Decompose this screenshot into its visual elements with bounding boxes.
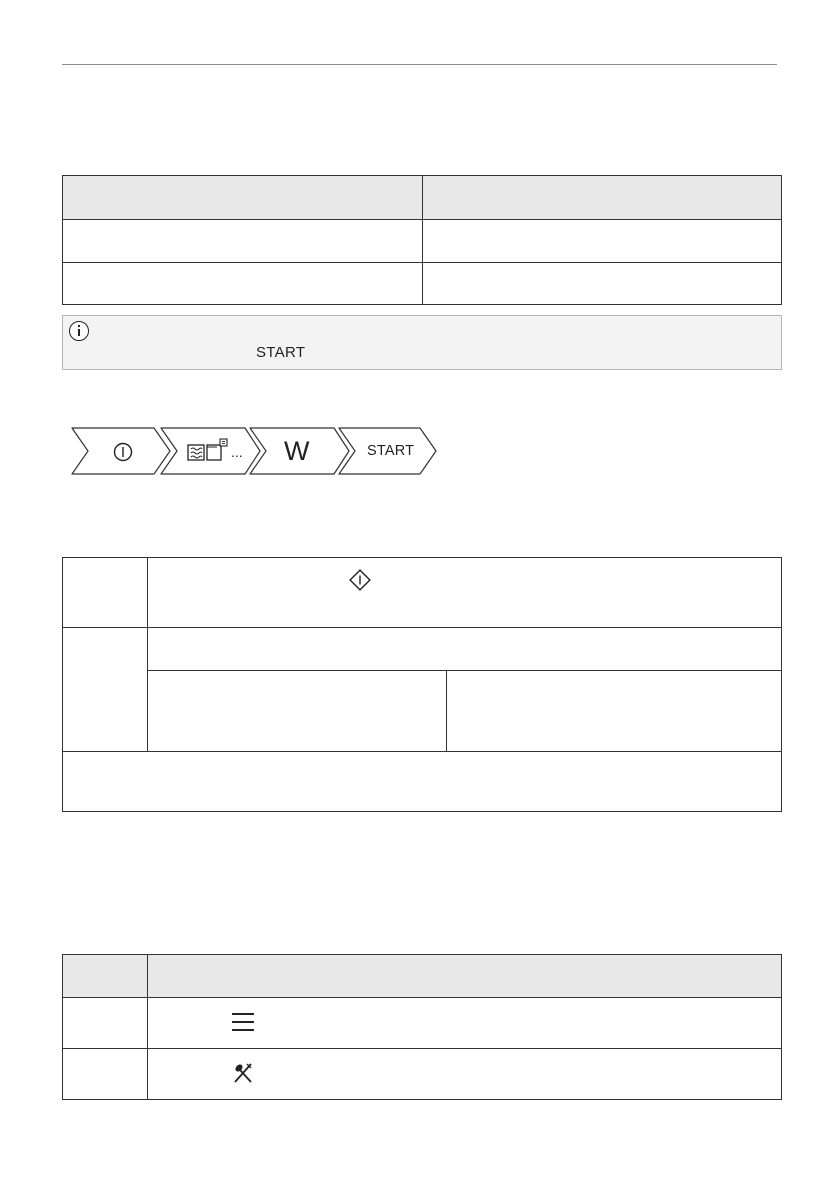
table-1-column-divider [422, 176, 423, 304]
step-4-label: START [367, 443, 415, 459]
power-icon [112, 441, 134, 463]
step-sequence [68, 426, 440, 476]
cutlery-icon [232, 1062, 254, 1084]
table-2-col-divider [147, 558, 148, 751]
step-2-ellipsis: ... [231, 444, 243, 460]
info-note [62, 315, 782, 370]
table-2-row-divider-left [63, 627, 147, 628]
info-icon [69, 321, 89, 341]
table-3-col-divider [147, 955, 148, 1099]
table-2-subrow-divider [147, 670, 781, 671]
table-2 [62, 557, 782, 812]
heating-functions-icon [187, 438, 229, 462]
table-3 [62, 954, 782, 1100]
info-start-label: START [256, 344, 306, 361]
table-1 [62, 175, 782, 305]
step-3-label: W [284, 436, 310, 466]
table-3-row-divider-2 [63, 1048, 781, 1049]
menu-icon [231, 1011, 255, 1033]
table-3-row-divider-1 [63, 997, 781, 998]
start-diamond-icon [349, 569, 371, 591]
table-2-row-divider [147, 627, 781, 628]
table-3-header [63, 955, 781, 997]
header-rule [62, 64, 777, 65]
table-2-bottom-row-divider [63, 751, 781, 752]
table-2-subcol-divider [446, 670, 447, 751]
